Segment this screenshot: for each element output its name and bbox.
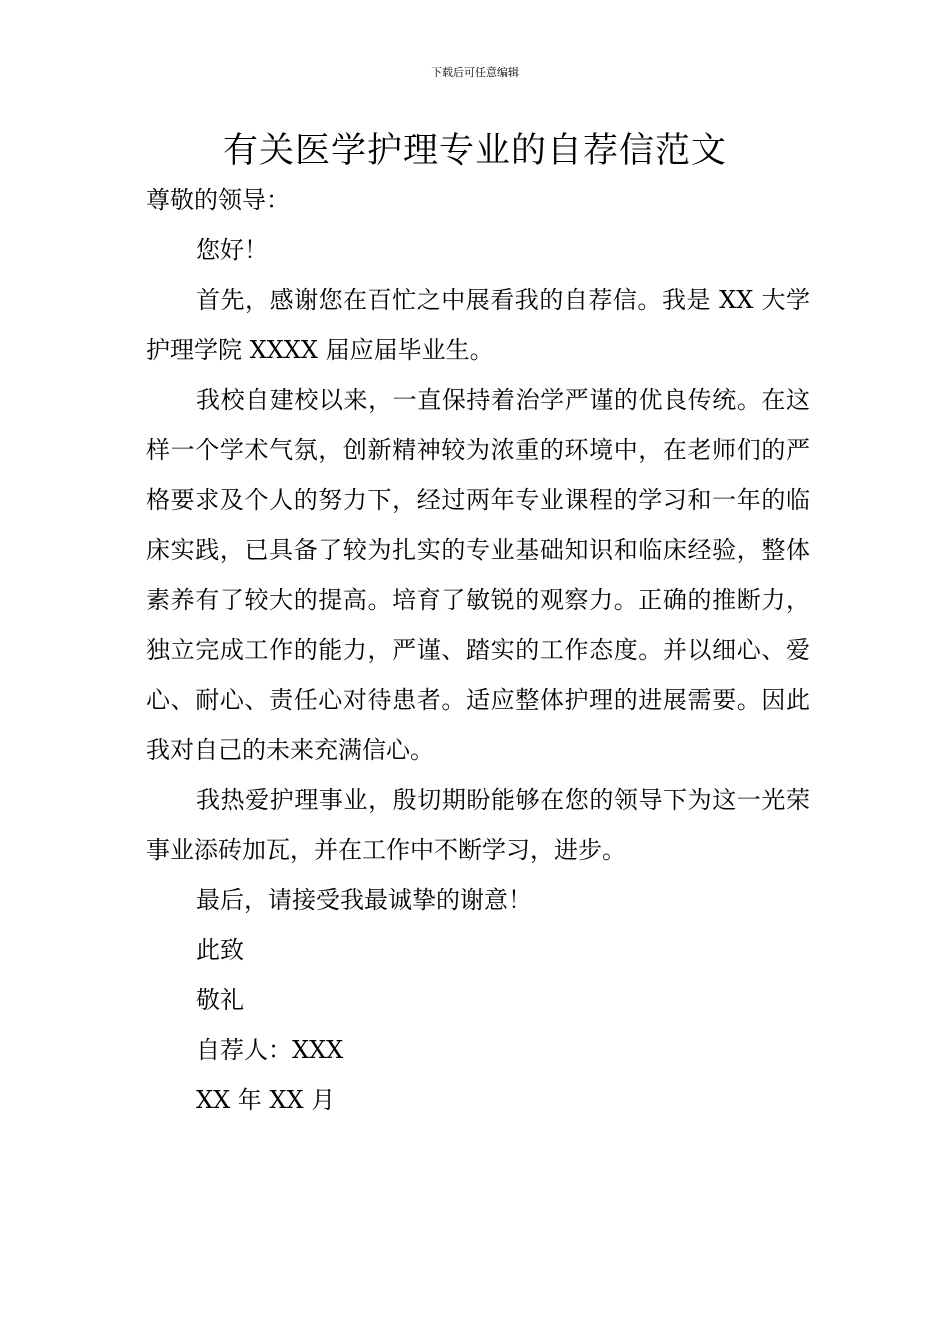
greeting: 您好！ bbox=[196, 236, 268, 264]
closing-line-2: 敬礼 bbox=[196, 986, 244, 1014]
header-note: 下载后可任意编辑 bbox=[431, 66, 519, 79]
document-title: 有关医学护理专业的自荐信范文 bbox=[222, 131, 727, 171]
letter-body bbox=[146, 175, 810, 1125]
date-line: XX 年 XX 月 bbox=[196, 1086, 336, 1114]
paragraph-intro: 首先，感谢您在百忙之中展看我的自荐信。我是 XX 大学护理学院 XXXX 届应届毕业生。 bbox=[146, 286, 810, 364]
paragraph-school: 我校自建校以来，一直保持着治学严谨的优良传统。在这样一个学术气氛，创新精神较为浓重的环境中，在老师们的严格要求及个人的努力下，经过两年专业课程的学习和一年的临床实践，已具备了较为扎实的专业基础知识和临床经验，整体素养有了较大的提高。培育了敏锐的观察力。正确的推断力，独立完成工作的能力，严谨、踏实的工作态度。并以细心、爱心、耐心、责任心对待患者。适应整体护理的进展需要。因此我对自己的未来充满信心。 bbox=[146, 386, 810, 764]
closing-line-1: 此致 bbox=[196, 936, 244, 964]
closing-thanks: 最后，请接受我最诚挚的谢意！ bbox=[196, 886, 532, 914]
paragraph-aspiration: 我热爱护理事业，殷切期盼能够在您的领导下为这一光荣事业添砖加瓦，并在工作中不断学习，进步。 bbox=[146, 786, 810, 864]
signature: 自荐人：XXX bbox=[196, 1036, 344, 1064]
salutation: 尊敬的领导： bbox=[146, 186, 290, 214]
